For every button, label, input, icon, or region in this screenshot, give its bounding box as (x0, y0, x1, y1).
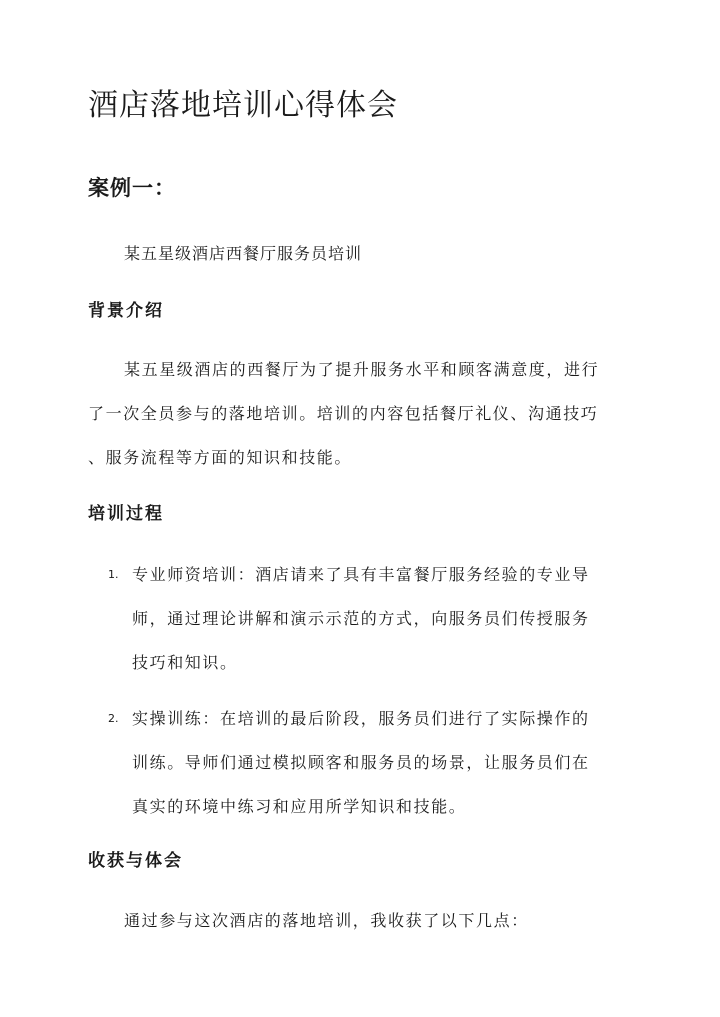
background-paragraph-line: 、服务流程等方面的知识和技能。 (88, 448, 353, 467)
gains-heading: 收获与体会 (88, 851, 183, 871)
gains-intro: 通过参与这次酒店的落地培训，我收获了以下几点： (124, 911, 529, 930)
list-item-line: 专业师资培训：酒店请来了具有丰富餐厅服务经验的专业导 (132, 565, 590, 584)
case-subtitle: 某五星级酒店西餐厅服务员培训 (124, 244, 363, 263)
list-item-number: 2. (108, 712, 119, 725)
list-item-number: 1. (108, 568, 119, 581)
list-item-line: 训练。导师们通过模拟顾客和服务员的场景，让服务员们在 (132, 753, 590, 772)
list-item-line: 真实的环境中练习和应用所学知识和技能。 (132, 797, 467, 816)
list-item-line: 技巧和知识。 (132, 653, 238, 672)
background-paragraph-line: 了一次全员参与的落地培训。培训的内容包括餐厅礼仪、沟通技巧 (88, 404, 599, 423)
background-heading: 背景介绍 (88, 301, 164, 321)
case-heading: 案例一： (88, 175, 176, 200)
list-item-line: 师，通过理论讲解和演示示范的方式，向服务员们传授服务 (132, 609, 590, 628)
process-heading: 培训过程 (88, 504, 164, 524)
document-title: 酒店落地培训心得体会 (88, 88, 398, 123)
list-item-line: 实操训练：在培训的最后阶段，服务员们进行了实际操作的 (132, 709, 590, 728)
background-paragraph-line: 某五星级酒店的西餐厅为了提升服务水平和顾客满意度，进行 (124, 360, 600, 379)
